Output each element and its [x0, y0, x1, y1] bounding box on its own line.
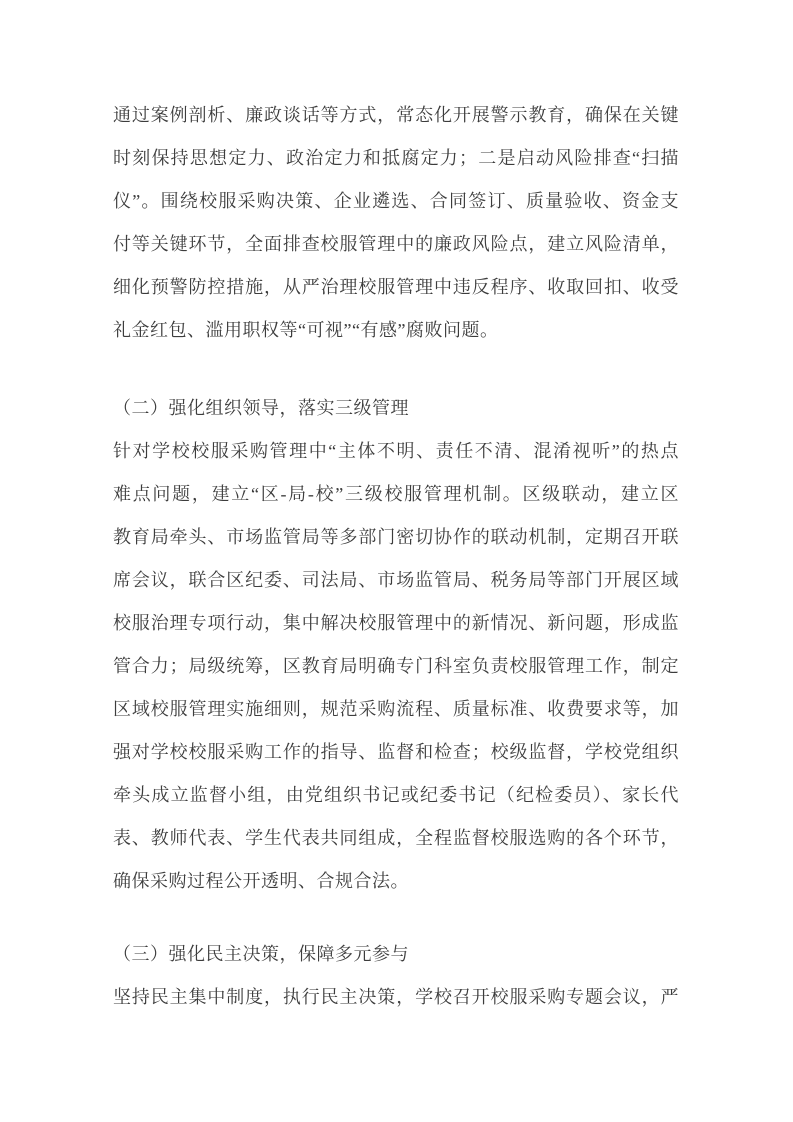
text-line: 难点问题，建立“区-局-校”三级校服管理机制。区级联动，建立区 — [113, 484, 679, 504]
text-line: 牵头成立监督小组，由党组织书记或纪委书记（纪检委员）、家长代 — [113, 785, 679, 805]
text-line: 细化预警防控措施，从严治理校服管理中违反程序、收取回扣、收受 — [113, 277, 679, 297]
text-line: 教育局牵头、市场监管局等多部门密切协作的联动机制，定期召开联 — [113, 527, 679, 547]
text-line: 通过案例剖析、廉政谈话等方式，常态化开展警示教育，确保在关键 — [113, 105, 679, 125]
section-heading-2: （二）强化组织领导，落实三级管理 — [113, 398, 409, 418]
text-line: 确保采购过程公开透明、合规合法。 — [113, 871, 409, 891]
text-line: 区域校服管理实施细则，规范采购流程、质量标准、收费要求等，加 — [113, 699, 679, 719]
paragraph-three-level-management — [113, 430, 679, 903]
text-line: 礼金红包、滥用职权等“可视”“有感”腐败问题。 — [113, 320, 499, 340]
document-text-column — [113, 94, 679, 1019]
paragraph-anticorruption-education — [113, 94, 679, 352]
paragraph-democratic-decision — [113, 976, 679, 1019]
text-line: 席会议，联合区纪委、司法局、市场监管局、税务局等部门开展区域 — [113, 570, 679, 590]
text-line: 坚持民主集中制度，执行民主决策，学校召开校服采购专题会议，严 — [113, 987, 679, 1007]
text-line: 付等关键环节，全面排查校服管理中的廉政风险点，建立风险清单， — [113, 234, 679, 254]
text-line: 时刻保持思想定力、政治定力和抵腐定力；二是启动风险排查“扫描 — [113, 148, 679, 168]
text-line: 校服治理专项行动，集中解决校服管理中的新情况、新问题，形成监 — [113, 613, 679, 633]
text-line: 管合力；局级统筹，区教育局明确专门科室负责校服管理工作，制定 — [113, 656, 679, 676]
text-line: 针对学校校服采购管理中“主体不明、责任不清、混淆视听”的热点 — [113, 441, 679, 461]
text-line: 表、教师代表、学生代表共同组成，全程监督校服选购的各个环节， — [113, 828, 679, 848]
text-line: 仪”。围绕校服采购决策、企业遴选、合同签订、质量验收、资金支 — [113, 191, 679, 211]
text-line: 强对学校校服采购工作的指导、监督和检查；校级监督，学校党组织 — [113, 742, 679, 762]
section-heading-3: （三）强化民主决策，保障多元参与 — [113, 944, 409, 964]
